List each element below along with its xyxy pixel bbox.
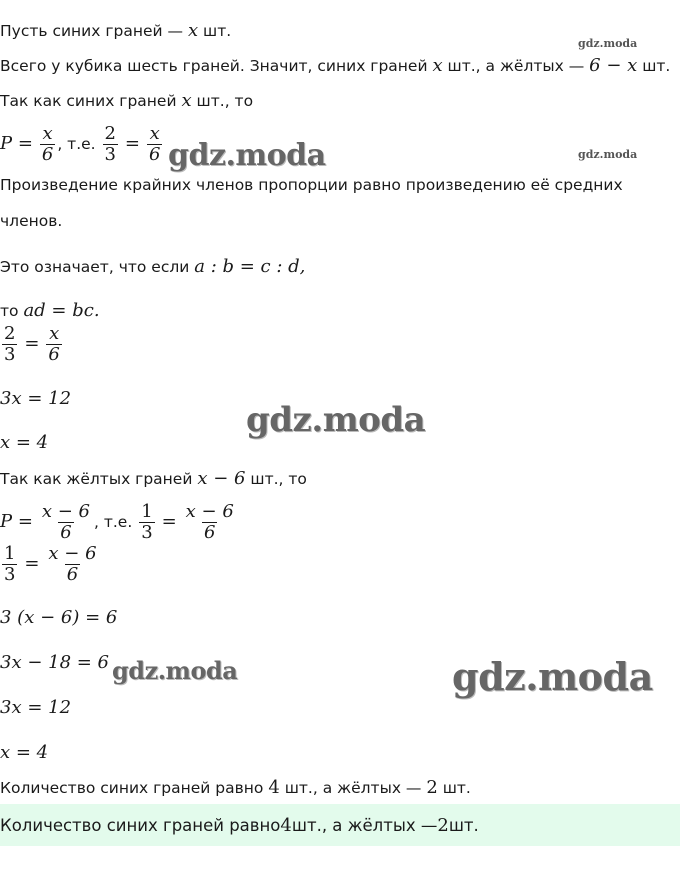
equation-line-17: 3x = 12 — [0, 697, 72, 718]
text-line-3: Так как синих граней x шт., то — [0, 90, 254, 111]
proportion-yellow: $\frac{1}{3}$ = $\frac{x - 6}{6}$ — [4, 543, 97, 585]
equation-line-11: x = 4 — [0, 432, 49, 453]
text-line-7: Это означает, что если a : b = c : d, — [0, 256, 306, 277]
watermark-2: gdz.moda — [246, 400, 426, 440]
fraction: $\frac{x}{6}$ — [148, 123, 161, 165]
watermark-small-1: gdz.moda — [578, 37, 638, 50]
answer-box: Количество синих граней равно 4 шт., а жёлтых — 2 шт. — [0, 804, 680, 846]
fraction: $\frac{1}{3}$ — [4, 543, 16, 585]
watermark-small-2: gdz.moda — [578, 148, 638, 161]
text-line-8: то ad = bc. — [0, 300, 100, 321]
fraction: $\frac{2}{3}$ — [4, 323, 16, 365]
fraction: $\frac{x}{6}$ — [48, 323, 60, 365]
text-line-2: Всего у кубика шесть граней. Значит, синих граней x шт., а жёлтых — 6 − x шт. — [0, 55, 671, 76]
watermark-3: gdz.moda — [112, 656, 238, 685]
watermark-4: gdz.moda — [452, 654, 653, 699]
fraction: $\frac{1}{3}$ — [141, 501, 153, 543]
conclusion-line: Количество синих граней равно 4 шт., а жёлтых — 2 шт. — [0, 777, 471, 798]
proportion-blue: $\frac{2}{3}$ = $\frac{x}{6}$ — [4, 323, 60, 365]
fraction: $\frac{x}{6}$ — [41, 123, 54, 165]
fraction: $\frac{x - 6}{6}$ — [48, 543, 97, 585]
fraction: $\frac{x - 6}{6}$ — [41, 501, 90, 543]
text-line-1: Пусть синих граней — x шт. — [0, 20, 232, 41]
text-line-12: Так как жёлтых граней x − 6 шт., то — [0, 468, 307, 489]
fraction: $\frac{2}{3}$ — [104, 123, 116, 165]
probability-formula-yellow: P = $\frac{x - 6}{6}$ , т.е. $\frac{1}{3}$ = $\frac{x - 6}{6}$ — [0, 501, 234, 543]
watermark-1: gdz.moda — [168, 138, 326, 173]
fraction: $\frac{x - 6}{6}$ — [185, 501, 234, 543]
text-line-6: членов. — [0, 212, 63, 230]
equation-line-15: 3 (x − 6) = 6 — [0, 607, 118, 628]
equation-line-16: 3x − 18 = 6 — [0, 652, 110, 673]
probability-formula-blue: P = $\frac{x}{6}$ , т.е. $\frac{2}{3}$ = $\frac{x}{6}$ — [0, 123, 161, 165]
equation-line-10: 3x = 12 — [0, 388, 72, 409]
equation-line-18: x = 4 — [0, 742, 49, 763]
text-line-5: Произведение крайних членов пропорции равно произведению её средних — [0, 176, 623, 194]
